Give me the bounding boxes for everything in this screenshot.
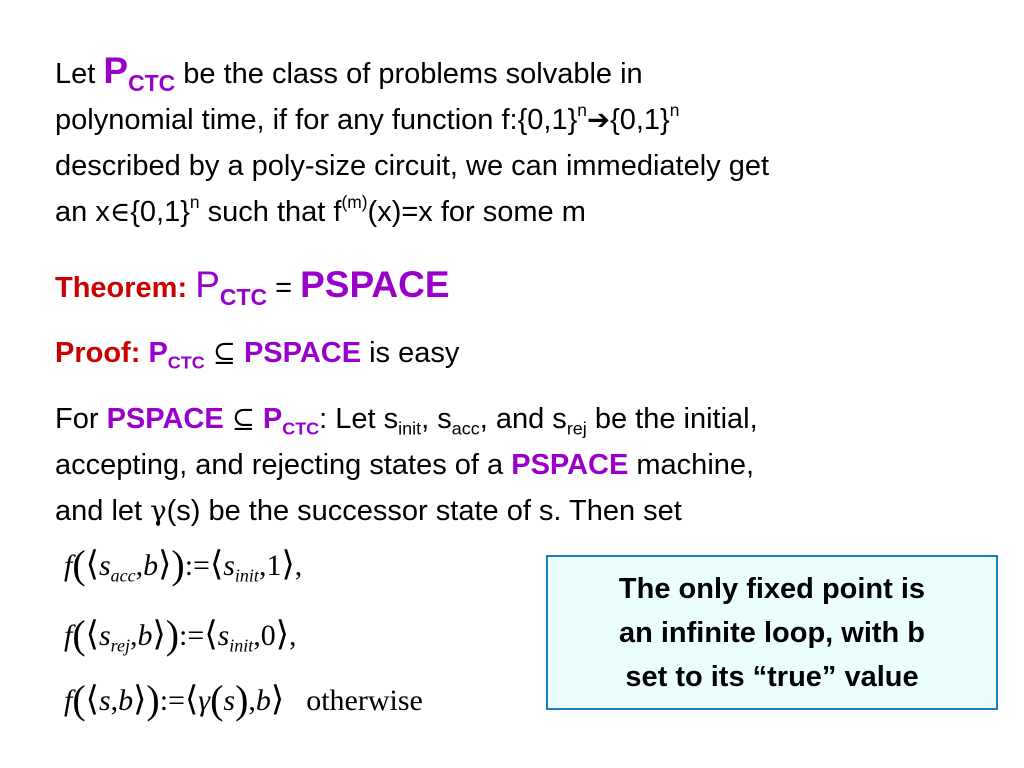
proof-label: Proof: (55, 337, 141, 369)
definition-paragraph: Let $P_{CTC}$ be the class of problems solvable in polynomial time, if for any function $f:\{0,1\}^n➔\{0,1\}^n$ described by a poly-size circuit, we can immediately get an $x\in\{0,1\}^n$ such that $f^{(m)}(x)=x$ for some m (55, 50, 770, 228)
theorem-pctc: $P_{CTC}$ (195, 264, 268, 311)
subseteq-symbol: ⊆ (212, 337, 236, 369)
for-pspace: PSPACE (106, 403, 224, 435)
subseteq-symbol: ⊆ (231, 403, 255, 435)
callout-line: an infinite loop, with b (618, 617, 926, 649)
proof-pctc: $P_{CTC}$ (148, 337, 205, 373)
equation-otherwise: f(⟨s,b⟩):=⟨γ(s),b⟩ otherwise (64, 677, 423, 722)
for-pctc: $P_{CTC}$ (262, 403, 320, 439)
pctc-term: $P_{CTC}$ (103, 50, 176, 97)
proof-pspace: PSPACE (243, 337, 362, 369)
arrow-icon: ➔ (586, 104, 611, 136)
theorem-pspace: PSPACE (300, 264, 450, 305)
callout-line: set to its “true” value (625, 661, 919, 693)
equation-accept: $f(⟨s_{acc},b⟩):=⟨s_{init},1⟩$, (64, 542, 303, 587)
proof-line: Proof: $P_{CTC}$ ⊆ PSPACE is easy (55, 337, 460, 373)
definition-text: Let (55, 58, 104, 90)
for-paragraph: For PSPACE ⊆ $P_{CTC}$: Let $s_{init}$, $s_{acc}$, and $s_{rej}$ be the initial, accepting, and rejecting states of a PSPACE machine, and let γ(s) be the successor state of s. Then set (55, 403, 758, 527)
element-of-symbol: ∈ (109, 196, 131, 228)
theorem-line: Theorem: $P_{CTC}$ = PSPACE (55, 264, 450, 311)
callout-line: The only fixed point is (618, 573, 926, 605)
gamma-symbol: γ (150, 495, 167, 527)
equation-reject: $f(⟨s_{rej},b⟩):=⟨s_{init},0⟩$, (64, 612, 297, 657)
fixed-point-callout (546, 555, 998, 710)
theorem-label: Theorem: (55, 272, 188, 304)
for-pspace-machine: PSPACE (511, 449, 629, 481)
